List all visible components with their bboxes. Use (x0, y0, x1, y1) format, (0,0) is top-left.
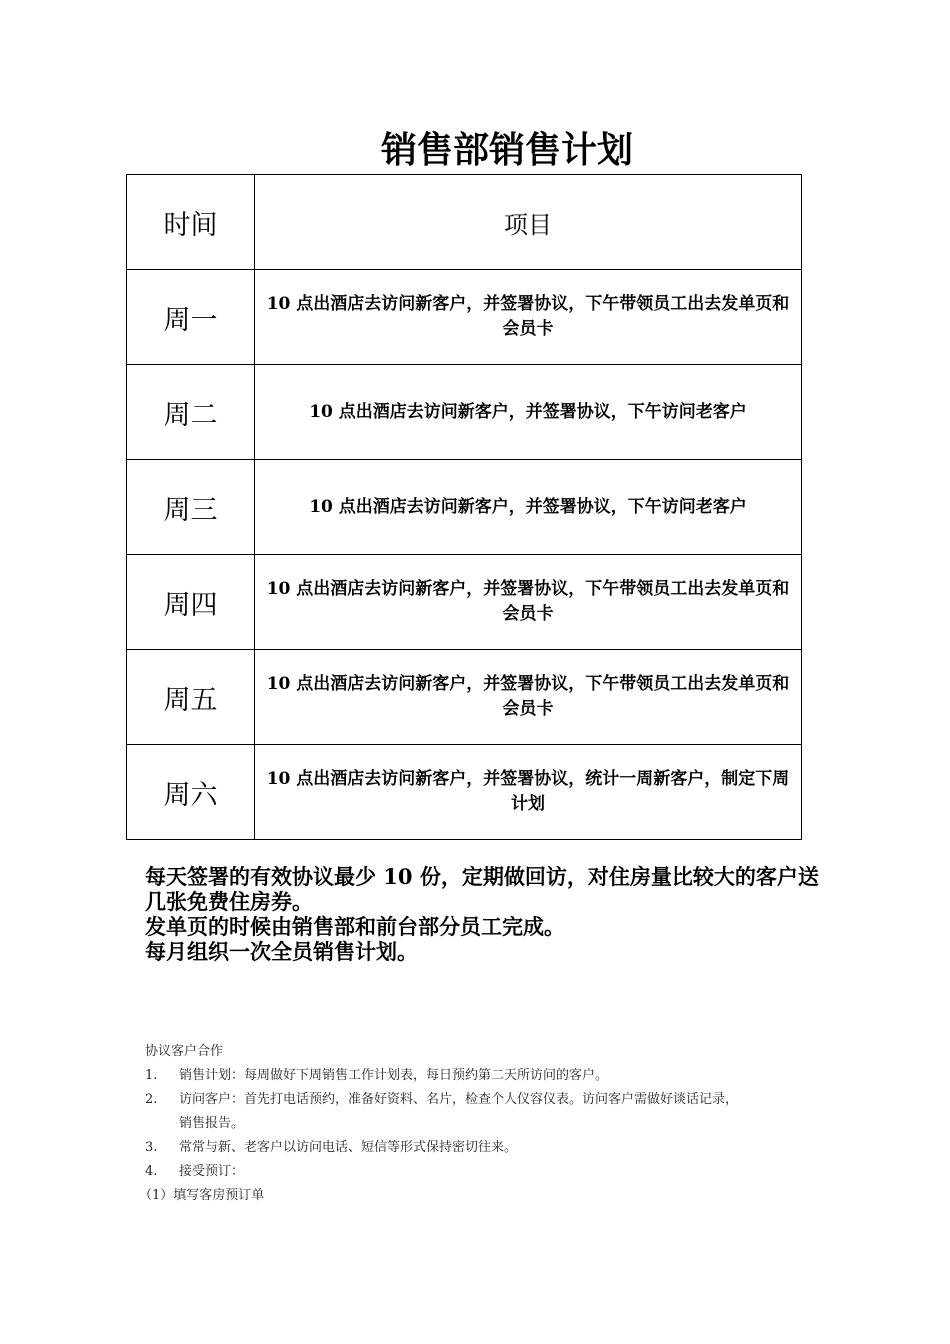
row-day: 周六 (127, 745, 255, 840)
row-plan: 10 点出酒店去访问新客户，并签署协议，下午带领员工出去发单页和会员卡 (255, 650, 802, 745)
header-time: 时间 (127, 175, 255, 270)
row-plan: 10 点出酒店去访问新客户，并签署协议，统计一周新客户，制定下周计划 (255, 745, 802, 840)
note-paragraph: 每天签署的有效协议最少 10 份，定期做回访，对住房量比较大的客户送几张免费住房券。 (145, 864, 819, 914)
table-row (127, 270, 802, 365)
list-item (145, 1064, 815, 1088)
list-item (145, 1160, 815, 1184)
header-item: 项目 (255, 175, 802, 270)
row-day: 周五 (127, 650, 255, 745)
row-plan: 10 点出酒店去访问新客户，并签署协议，下午访问老客户 (255, 365, 802, 460)
sub-item: （1）填写客房预订单 (139, 1188, 265, 1203)
list-number: 1. (145, 1068, 158, 1083)
sales-plan-table (126, 174, 802, 840)
list-text: 常常与新、老客户以访问电话、短信等形式保持密切往来。 (179, 1140, 518, 1155)
row-plan: 10 点出酒店去访问新客户，并签署协议，下午带领员工出去发单页和会员卡 (255, 555, 802, 650)
page-title: 销售部销售计划 (380, 129, 633, 171)
list-number: 2. (145, 1092, 158, 1107)
table-row (127, 650, 802, 745)
table-row (127, 555, 802, 650)
list-continuation: 销售报告。 (179, 1116, 245, 1131)
list-item (145, 1088, 815, 1112)
table-row (127, 745, 802, 840)
list-number: 4. (145, 1164, 158, 1179)
row-day: 周四 (127, 555, 255, 650)
table-row (127, 460, 802, 555)
list-text: 访问客户：首先打电话预约，准备好资料、名片，检查个人仪容仪表。访问客户需做好谈话记录， (179, 1092, 739, 1107)
section-heading: 协议客户合作 (145, 1044, 224, 1059)
row-plan: 10 点出酒店去访问新客户，并签署协议，下午带领员工出去发单页和会员卡 (255, 270, 802, 365)
table-row (127, 365, 802, 460)
row-plan: 10 点出酒店去访问新客户，并签署协议，下午访问老客户 (255, 460, 802, 555)
list-item (145, 1136, 815, 1160)
row-day: 周一 (127, 270, 255, 365)
list-text: 接受预订： (179, 1164, 245, 1179)
row-day: 周二 (127, 365, 255, 460)
note-paragraph: 发单页的时候由销售部和前台部分员工完成。 (145, 914, 565, 939)
note-paragraph: 每月组织一次全员销售计划。 (145, 939, 418, 964)
agreement-section (139, 1040, 815, 1208)
row-day: 周三 (127, 460, 255, 555)
table-header-row (127, 175, 802, 270)
notes-block (145, 864, 820, 964)
list-text: 销售计划：每周做好下周销售工作计划表，每日预约第二天所访问的客户。 (179, 1068, 609, 1083)
list-number: 3. (145, 1140, 158, 1155)
